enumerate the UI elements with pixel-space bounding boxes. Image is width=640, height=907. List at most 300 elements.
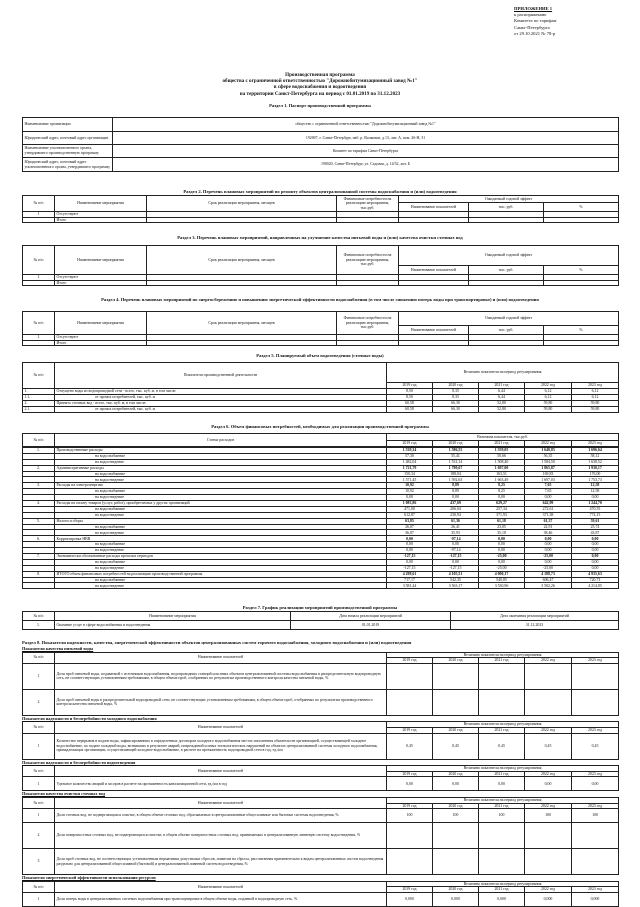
cell: 60,58: [387, 406, 433, 412]
cell: 1 531,14: [433, 459, 479, 465]
cell: 1: [23, 663, 55, 689]
header-cell: № п/п: [23, 434, 55, 447]
cell: -127,15: [387, 554, 433, 560]
header-cell: Наименование мероприятия: [55, 246, 147, 275]
table-row: [23, 892, 619, 906]
header-cell: Дата начала реализации мероприятий: [291, 612, 451, 621]
cell: 371,38: [525, 512, 572, 518]
section-title: Раздел 2. Перечень плановых мероприятий по ремонту объектов централизованной системы водоснабжения и (или) водоотведения: [183, 189, 457, 194]
cell: -25,00: [479, 565, 525, 571]
cell: 2.: [23, 400, 55, 406]
cell: Производственные расходы: [55, 448, 387, 454]
heading-line: на территории Санкт-Петербурга на период с 01.01.2019 по 31.12.2023: [239, 90, 401, 97]
cell: Доля проб сточных вод, не соответствующих установленным нормативам допустимых сбросов, лимитам на сбросы, рассчитанная применительно к видам централизованных систем водоотведения раздельно для централизованной общесплавной (бытовой) и централизованной ливневой систем водоотведения, %: [55, 849, 387, 875]
cell: общество с ограниченной ответственностью "Дорожнобитумизационный завод №1": [113, 118, 619, 132]
cell: 206,04: [433, 506, 479, 512]
cell: -127,15: [387, 565, 433, 571]
cell: 0,000: [433, 892, 479, 906]
cell: [23, 583, 55, 589]
cell: 58,12: [572, 453, 619, 459]
block-title: Показатели надежности и бесперебойности водоотведения: [22, 759, 136, 765]
cell: 0,00: [525, 495, 572, 501]
section-2: [22, 189, 618, 223]
cell: 1: [23, 212, 55, 218]
cell: 1 584,50: [525, 459, 572, 465]
cell: 26,41: [433, 524, 479, 530]
cell: Отсутствуют: [55, 335, 147, 341]
cell: 1 571,45: [387, 477, 433, 483]
cell: Доля потерь воды в централизованных системах водоснабжения при транспортировке в общем объеме воды, поданной в водопроводную сеть, %: [55, 892, 387, 906]
finance-table: [22, 433, 619, 447]
cell: 100: [433, 809, 479, 823]
cell: 6,12: [572, 388, 619, 394]
cell: на водоснабжение: [55, 453, 387, 459]
cell: Доля проб питьевой воды, подаваемой с источников водоснабжения, водопроводных станций или иных объектов централизованной системы водоснабжения в распределительную водопроводную сеть, не соответствующих установленным требованиям, в общем объеме проб, отобранных по результатам производственного контроля качества питьевой воды, %: [55, 663, 387, 689]
cell: 61,36: [433, 518, 479, 524]
cell: 192007, г. Санкт-Петербург, наб. р. Волковки, д.13, лит. А, пом. 26-Н, 31: [113, 132, 619, 145]
cell: Корректировка НВВ: [55, 536, 387, 542]
cell: 8,25: [479, 489, 525, 495]
cell: 12,58: [572, 489, 619, 495]
cell: на водоотведение: [55, 495, 387, 501]
header-cell: Финансовые потребности на реализацию мероприятия, тыс.руб.: [337, 196, 399, 212]
cell: на водоотведение: [55, 565, 387, 571]
header-cell: Срок реализации мероприятия, месяцев: [147, 196, 337, 212]
cell: 59,80: [572, 400, 619, 406]
finance-rows: [22, 447, 619, 589]
cell: 6,12: [572, 394, 619, 400]
year-cell: 2023 год: [572, 771, 619, 777]
header-cell: %: [544, 203, 619, 212]
header-cell: Финансовые потребности на реализацию мероприятия, тыс.руб.: [337, 246, 399, 275]
cell: Расходы на электроэнергию: [55, 483, 387, 489]
year-cell: 2019 год: [387, 887, 433, 893]
cell: 0,45: [572, 733, 619, 759]
cell: 38,46: [525, 530, 572, 536]
cell: 190020, Санкт-Петербург, ул. Садовая, д. 14/52, лит. Б: [113, 158, 619, 172]
header-cell: № п/п: [23, 722, 55, 733]
cell: 23,05: [479, 524, 525, 530]
block-title: Показатели качества очистки сточных вод: [22, 791, 106, 797]
cell: 1 930,17: [572, 465, 619, 471]
cell: 717,17: [387, 577, 433, 583]
cell: [433, 663, 479, 689]
cell: 0,45: [433, 733, 479, 759]
cell: Доля поверхностных сточных вод, не подвергающихся очистке, в общем объеме поверхностных сточных вод, принимаемых в централизованную ливневую систему водоотведения, %: [55, 823, 387, 849]
header-cell: Наименование показателей: [55, 881, 387, 892]
cell: Расходы на оплату товаров (услуг, работ), приобретаемых у других организаций: [55, 501, 387, 507]
cell: 1 721,79: [387, 465, 433, 471]
cell: 52,80: [479, 400, 525, 406]
cell: 0,00: [387, 548, 433, 554]
cell: 8,50: [387, 394, 433, 400]
cell: [387, 663, 433, 689]
cell: 22,91: [525, 524, 572, 530]
header-cell: Величина показателя на период регулирования: [387, 722, 619, 728]
cell: 176,00: [572, 471, 619, 477]
table-row: [23, 406, 619, 412]
year-cell: 2021 год: [479, 887, 525, 893]
cell: 1 559,05: [479, 448, 525, 454]
cell: 10,92: [387, 489, 433, 495]
header-cell: %: [544, 326, 619, 335]
header-cell: № п/п: [23, 246, 55, 275]
section-title: Раздел 8. Показатели надежности, качества, энергетической эффективности объектов централизованных систем горячего водоснабжения, холодного водоснабжения и (или) водоотведения: [22, 640, 412, 645]
table-row: [23, 158, 619, 172]
cell: на водоотведение: [55, 548, 387, 554]
cell: 0,00: [525, 559, 572, 565]
cell: 8,25: [479, 483, 525, 489]
cell: 100: [572, 809, 619, 823]
year-cell: 2023 год: [572, 803, 619, 809]
table-row: [23, 145, 619, 158]
indicator-table: [22, 881, 619, 907]
block-title: Показатели надежности и бесперебойности холодного водоснабжения: [22, 715, 157, 721]
year-cell: 2020 год: [433, 887, 479, 893]
appendix-note: [514, 6, 632, 37]
cell: 257,34: [479, 506, 525, 512]
cell: [433, 689, 479, 715]
header-cell: %: [544, 266, 619, 275]
cell: 0,000: [572, 892, 619, 906]
header-cell: Наименование мероприятия: [55, 312, 147, 335]
header-cell: Срок реализации мероприятия, месяцев: [147, 246, 337, 275]
document-heading: [110, 72, 530, 97]
year-cell: 2022 год: [525, 383, 572, 389]
cell: 1 083,86: [387, 501, 433, 507]
header-cell: № п/п: [23, 766, 55, 777]
cell: 3 530,96: [479, 583, 525, 589]
cell: -97,14: [433, 548, 479, 554]
year-cell: 2021 год: [479, 383, 525, 389]
cell: 437,69: [433, 501, 479, 507]
cell: 7.: [23, 554, 55, 560]
header-cell: № п/п: [23, 652, 55, 663]
cell: Юридический адрес, почтовый адрес уполномоченного органа, утвердившего программу: [23, 158, 113, 172]
cell: 542,35: [433, 577, 479, 583]
cell: 61,18: [479, 518, 525, 524]
cell: 6,12: [525, 388, 572, 394]
cell: [572, 823, 619, 849]
header-cell: тыс. руб.: [469, 266, 544, 275]
cell: 63,85: [387, 518, 433, 524]
year-cell: 2021 год: [479, 803, 525, 809]
cell: 1 244,70: [572, 501, 619, 507]
cell: [433, 823, 479, 849]
cell: 0,00: [525, 542, 572, 548]
header-cell: Финансовые потребности на реализацию мероприятия, тыс.руб.: [337, 312, 399, 335]
year-cell: 2020 год: [433, 441, 479, 447]
cell: [433, 849, 479, 875]
cell: -25,00: [479, 554, 525, 560]
section-title: Раздел 6. Объем финансовых потребностей, необходимых для реализации производственной программы: [211, 424, 429, 429]
cell: 0,00: [572, 559, 619, 565]
cell: 7,65: [525, 483, 572, 489]
table-row: [23, 823, 619, 849]
cell: 0,00: [525, 548, 572, 554]
cell: на водоснабжение: [55, 489, 387, 495]
year-cell: 2019 год: [387, 771, 433, 777]
cell: 8,35: [433, 394, 479, 400]
cell: 1 592,63: [433, 477, 479, 483]
cell: Итого: [55, 217, 147, 223]
cell: Административные расходы: [55, 465, 387, 471]
cell: на водоотведение: [55, 530, 387, 536]
year-cell: 2022 год: [525, 727, 572, 733]
header-cell: Наименование показателей: [399, 266, 469, 275]
appendix-line: к распоряжению: [514, 12, 547, 18]
cell: 35,18: [479, 530, 525, 536]
cell: на водоснабжение: [55, 506, 387, 512]
cell: 3 581,44: [387, 583, 433, 589]
cell: 1: [23, 892, 55, 906]
cell: 3.: [23, 483, 55, 489]
cell: [572, 689, 619, 715]
appendix-line: от 29.10.2021 № 78-р: [514, 30, 556, 36]
header-cell: № п/п: [23, 196, 55, 212]
cell: [387, 849, 433, 875]
year-cell: 2023 год: [572, 383, 619, 389]
cell: 720,73: [572, 577, 619, 583]
cell: 606,47: [525, 577, 572, 583]
year-cell: 2020 год: [433, 383, 479, 389]
cell: [479, 663, 525, 689]
header-cell: тыс. руб.: [469, 203, 544, 212]
repair-measures-table: [22, 195, 619, 223]
cell: [479, 849, 525, 875]
schedule-table: [22, 611, 619, 630]
cell: 0,00: [479, 536, 525, 542]
cell: 0,00: [433, 777, 479, 791]
cell: 0,00: [387, 777, 433, 791]
cell: 1 780,67: [433, 465, 479, 471]
table-row: [23, 217, 619, 223]
table-row: [23, 132, 619, 145]
section-title: Раздел 5. Планируемый объем водоотведения (сточные воды): [256, 353, 384, 358]
cell: [525, 849, 572, 875]
table-row: [23, 849, 619, 875]
table-row: [23, 583, 619, 589]
cell: 188,04: [433, 471, 479, 477]
cell: 1.1.: [23, 394, 55, 400]
cell: 2.1.: [23, 406, 55, 412]
cell: 1: [23, 777, 55, 791]
cell: 1 640,85: [525, 448, 572, 454]
cell: на водоотведение: [55, 459, 387, 465]
cell: 0,00: [433, 542, 479, 548]
cell: 3 563,17: [433, 583, 479, 589]
cell: 26,07: [387, 524, 433, 530]
cell: 1 539,34: [387, 448, 433, 454]
header-cell: № п/п: [23, 312, 55, 335]
section-1: [22, 103, 618, 172]
cell: 1: [23, 275, 55, 281]
cell: 4 105,51: [433, 571, 479, 577]
cell: [525, 663, 572, 689]
cell: 3 582,26: [525, 583, 572, 589]
year-cell: 2019 год: [387, 441, 433, 447]
header-cell: Ожидаемый годовой эффект: [399, 312, 619, 326]
cell: на водоснабжение: [55, 471, 387, 477]
cell: 0,000: [479, 892, 525, 906]
year-cell: 2022 год: [525, 803, 572, 809]
table-row: [23, 118, 619, 132]
header-cell: Величина показателя на период регулирования: [387, 797, 619, 803]
cell: 1 696,64: [572, 448, 619, 454]
header-cell: Наименование показателей: [55, 766, 387, 777]
year-cell: 2022 год: [525, 441, 572, 447]
cell: на водоотведение: [55, 512, 387, 518]
cell: 6,44: [479, 388, 525, 394]
cell: 2.: [23, 465, 55, 471]
cell: 8.: [23, 571, 55, 577]
header-cell: № п/п: [23, 881, 55, 892]
cell: 55,41: [433, 453, 479, 459]
cell: 6,12: [525, 394, 572, 400]
block-title: Показатели энергетической эффективности использования ресурсов: [22, 875, 156, 881]
cell: Количество перерывов в подаче воды, зафиксированных в определенных договором холодного водоснабжения местах исполнения обязательств организацией, осуществляющей холодное водоснабжение, по подаче холодной воды, возникших в результате аварий, повреждений и иных технологических нарушений на объектах централизованной системы холодного водоснабжения, принадлежащих организации, осуществляющей холодное водоснабжение, в расчете на протяженность водопроводной сети в год, ед./км: [55, 733, 387, 759]
cell: 61,37: [525, 518, 572, 524]
year-cell: 2022 год: [525, 771, 572, 777]
year-cell: 2019 год: [387, 803, 433, 809]
cell: на водоснабжение: [55, 542, 387, 548]
indicator-blocks: [22, 646, 618, 907]
cell: 43,87: [572, 530, 619, 536]
cell: 1.: [23, 388, 55, 394]
cell: -25,00: [525, 554, 572, 560]
cell: [572, 663, 619, 689]
cell: 4 000,17: [479, 571, 525, 577]
cell: 100: [387, 809, 433, 823]
cell: на водоснабжение: [55, 524, 387, 530]
cell: 66,30: [433, 406, 479, 412]
table-row: [23, 777, 619, 791]
cell: 0,00: [479, 495, 525, 501]
cell: 0,000: [525, 892, 572, 906]
table-row: [23, 280, 619, 286]
cell: Отпущено воды из водопроводной сети - всего, тыс. куб. м, в том числе:: [55, 388, 387, 394]
cell: от прочих потребителей, тыс. куб. м: [55, 406, 387, 412]
cell: Удельное количество аварий и засоров в расчете на протяженность канализационной сети, ед./км в год: [55, 777, 387, 791]
cell: [387, 823, 433, 849]
indicator-table: [22, 652, 619, 716]
cell: 7,65: [525, 489, 572, 495]
year-cell: 2022 год: [525, 887, 572, 893]
cell: 0,00: [479, 548, 525, 554]
appendix-line: Комитета по тарифам: [514, 18, 557, 24]
cell: 59,80: [525, 400, 572, 406]
header-cell: Наименование показателей: [55, 797, 387, 808]
cell: -25,00: [525, 565, 572, 571]
cell: 23,74: [572, 524, 619, 530]
header-cell: Наименование мероприятия: [55, 612, 291, 621]
cell: 1 638,52: [572, 459, 619, 465]
cell: 0,00: [387, 495, 433, 501]
cell: Принято сточных вод - всего, тыс. куб. м, в том числе:: [55, 400, 387, 406]
cell: 59,61: [572, 518, 619, 524]
cell: на водоснабжение: [55, 577, 387, 583]
cell: 471,00: [387, 506, 433, 512]
cell: 1 865,87: [525, 465, 572, 471]
cell: 0,00: [572, 565, 619, 571]
cell: -97,14: [433, 536, 479, 542]
cell: 371,93: [479, 512, 525, 518]
year-cell: 2021 год: [479, 771, 525, 777]
cell: 2: [23, 689, 55, 715]
cell: 0,00: [387, 536, 433, 542]
cell: 8,89: [433, 489, 479, 495]
passport-table: [22, 117, 619, 172]
header-cell: Величина показателя на период регулирования: [387, 766, 619, 772]
year-cell: 2023 год: [572, 727, 619, 733]
section-title: Раздел 3. Перечень плановых мероприятий, направленных на улучшение качества питьевой воды и (или) качества очистки сточных вод: [177, 235, 463, 240]
cell: 6,44: [479, 394, 525, 400]
cell: 1 697,00: [479, 465, 525, 471]
cell: 8,50: [387, 388, 433, 394]
year-cell: 2020 год: [433, 727, 479, 733]
header-cell: № п/п: [23, 797, 55, 808]
cell: 150,34: [387, 471, 433, 477]
header-cell: Наименование мероприятия: [55, 196, 147, 212]
cell: 1 482,04: [387, 459, 433, 465]
cell: 1: [23, 809, 55, 823]
table-row: [23, 663, 619, 689]
cell: на водоснабжение: [55, 559, 387, 565]
section-title: Раздел 1. Паспорт производственной программы: [269, 103, 371, 108]
cell: [525, 689, 572, 715]
year-cell: 2020 год: [433, 771, 479, 777]
cell: 52,80: [479, 406, 525, 412]
header-cell: Наименование показателей: [55, 722, 387, 733]
header-cell: Статьи расходов: [55, 434, 387, 447]
cell: 8,89: [433, 483, 479, 489]
energy-measures-table: [22, 311, 619, 346]
cell: 1: [23, 335, 55, 341]
cell: Отсутствуют: [55, 212, 147, 218]
cell: 1.: [23, 621, 55, 630]
cell: 0,00: [387, 542, 433, 548]
cell: 1.: [23, 448, 55, 454]
cell: 5.: [23, 518, 55, 524]
cell: 272,61: [525, 506, 572, 512]
cell: [479, 689, 525, 715]
cell: 169,83: [525, 471, 572, 477]
indicator-table: [22, 765, 619, 791]
volume-table: [22, 362, 619, 413]
year-cell: 2023 год: [572, 887, 619, 893]
section-7: [22, 605, 618, 630]
cell: Наименование уполномоченного органа, утвердившего производственную программу: [23, 145, 113, 158]
header-cell: Величина показателя на период регулирования: [387, 881, 619, 887]
cell: 642,99: [525, 501, 572, 507]
year-cell: 2019 год: [387, 658, 433, 664]
table-row: [23, 733, 619, 759]
cell: 6.: [23, 536, 55, 542]
header-cell: Наименование показателей: [399, 326, 469, 335]
cell: 4 188,73: [525, 571, 572, 577]
year-cell: 2023 год: [572, 658, 619, 664]
header-cell: тыс. руб.: [469, 326, 544, 335]
cell: [387, 689, 433, 715]
cell: Итого: [55, 280, 147, 286]
cell: 0,00: [525, 777, 572, 791]
cell: Налоги и сборы: [55, 518, 387, 524]
cell: 31.12.2023: [451, 621, 619, 630]
cell: 230,94: [433, 512, 479, 518]
cell: [525, 823, 572, 849]
cell: 0,00: [433, 559, 479, 565]
cell: 470,55: [572, 506, 619, 512]
